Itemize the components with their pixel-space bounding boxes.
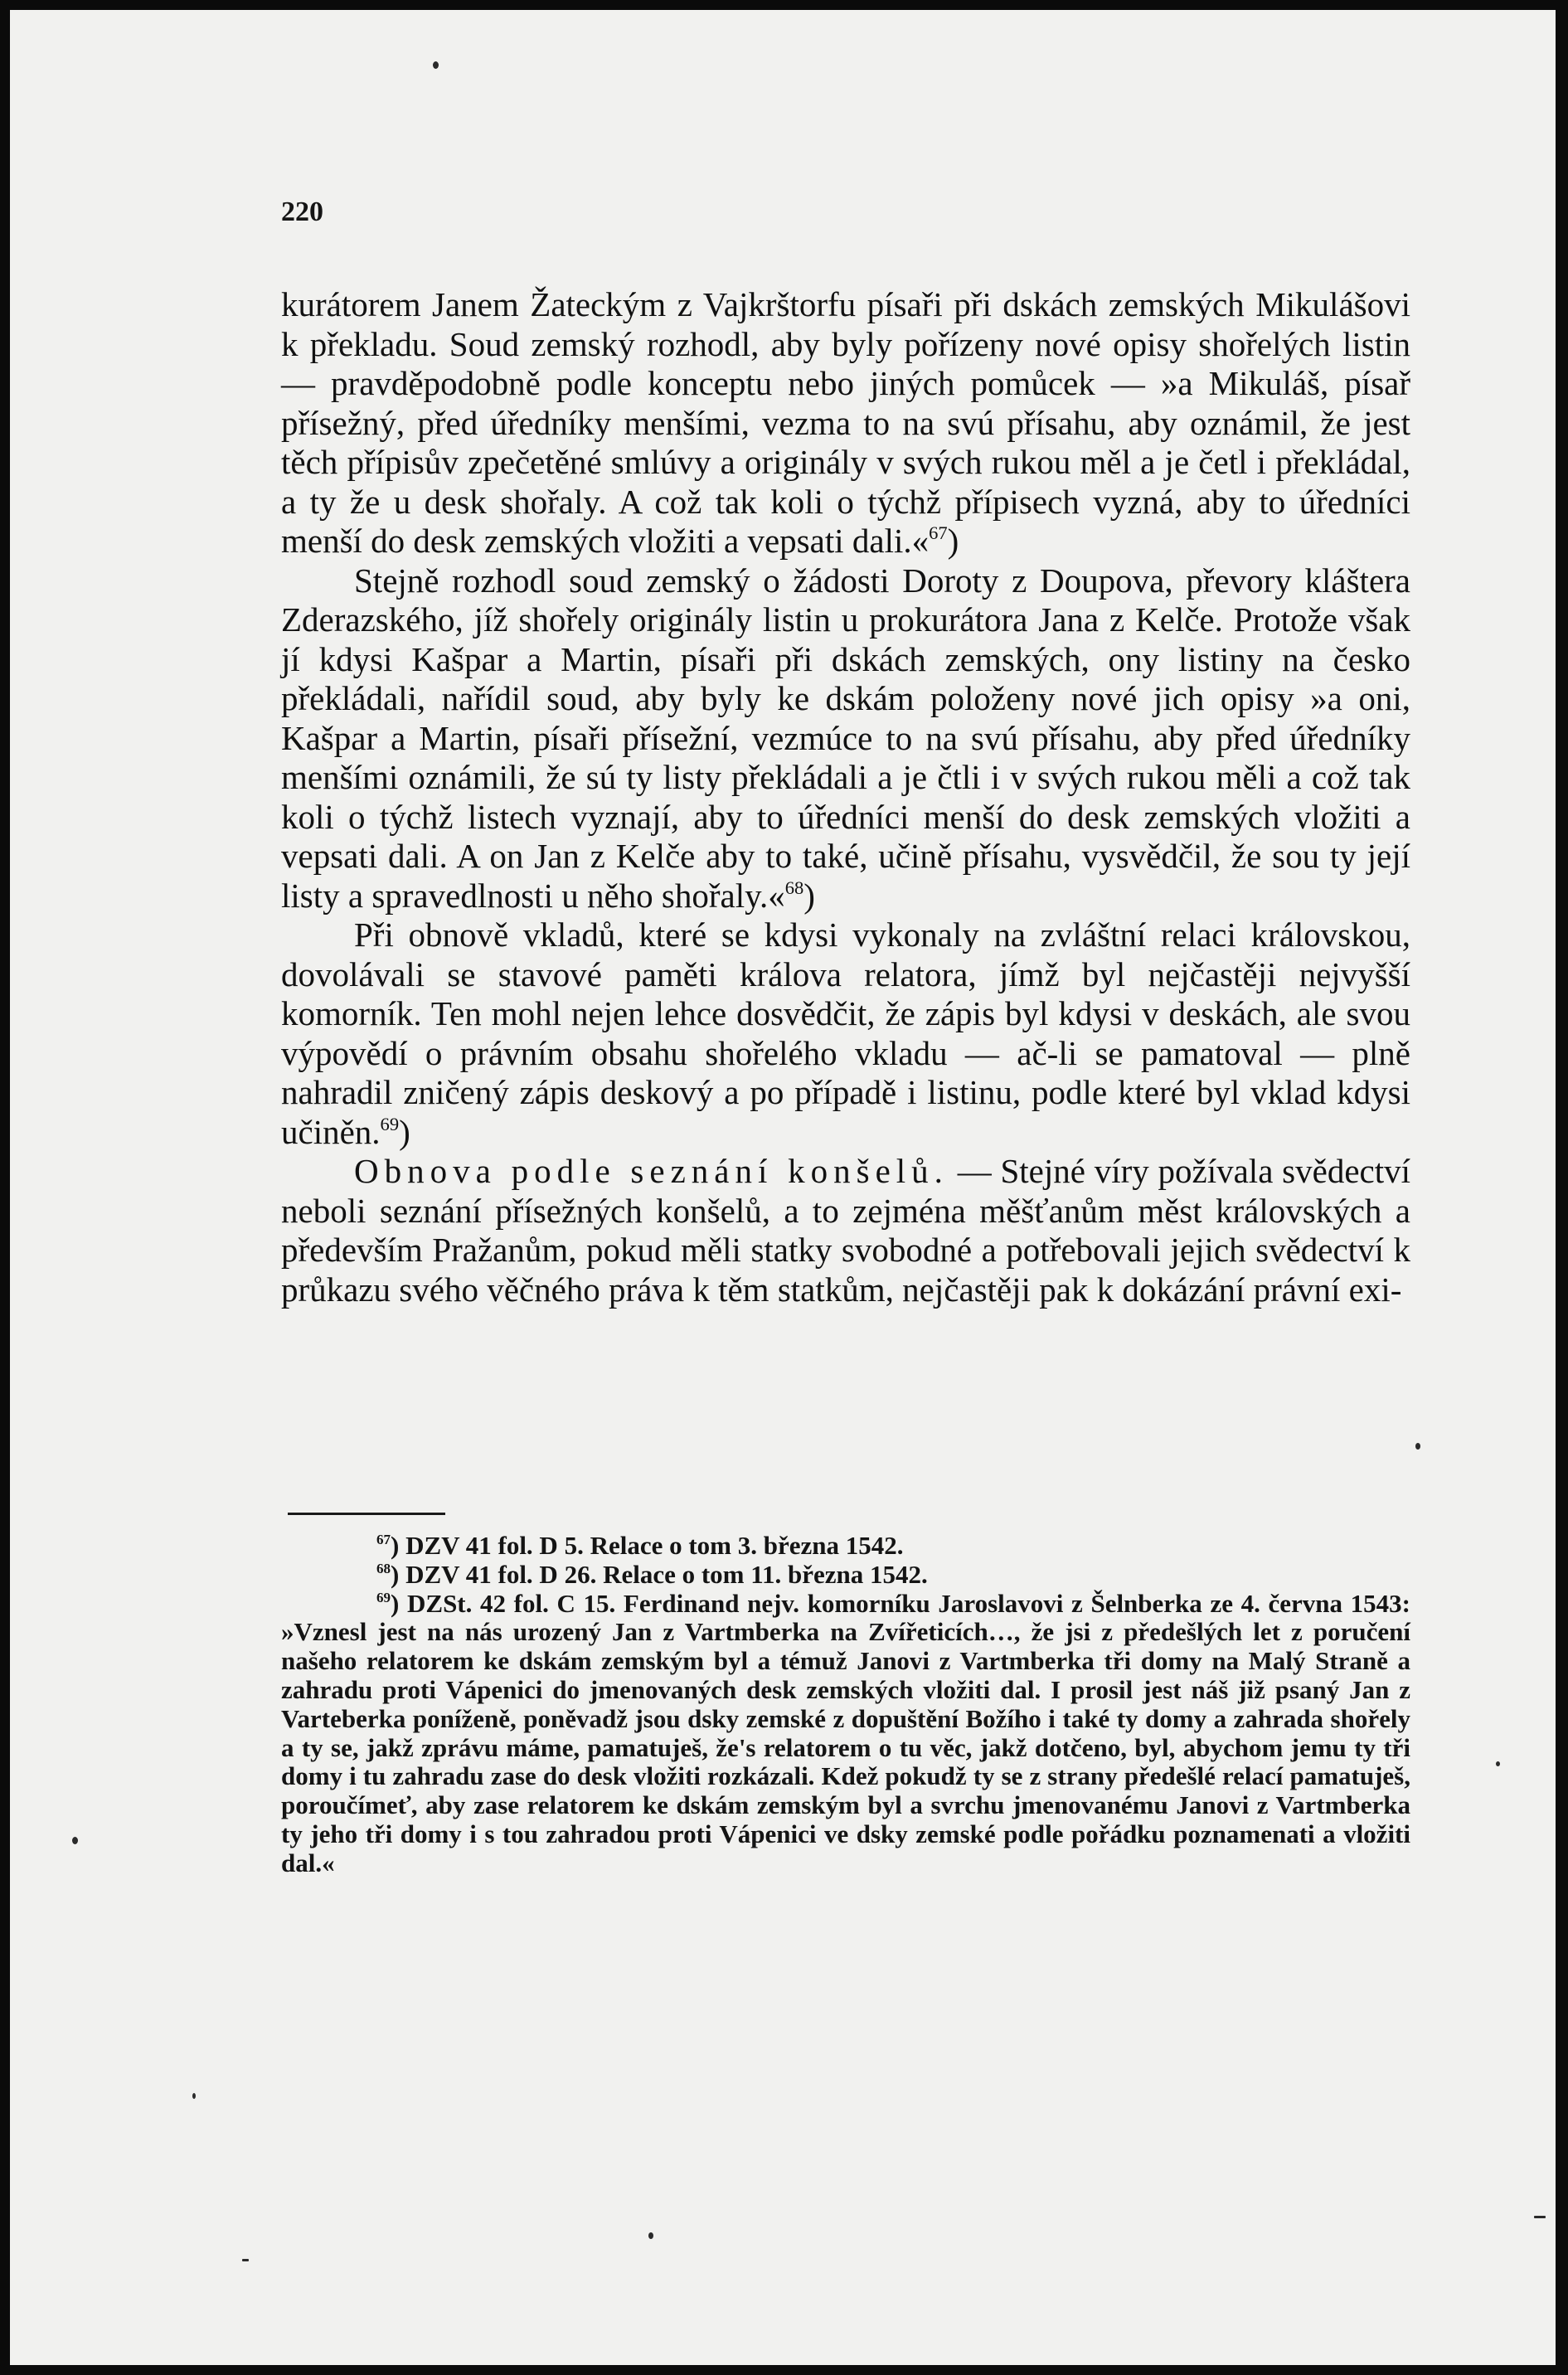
scan-speck — [1496, 1761, 1500, 1766]
footnote-mark: 68 — [376, 1560, 391, 1576]
scan-speck — [242, 2259, 249, 2261]
footnote — [281, 1532, 1410, 1561]
paragraph-text: ) — [947, 522, 959, 560]
paragraph-text: Stejně rozhodl soud zemský o žádosti Doroty z Doupova, převory kláštera Zderazského, jíž shořely originály listin u prokurátora Jana z Kelče. Protože však jí kdysi Kašpar a Martin, písaři při dskách zemských, ony listiny na česko překládali, nařídil soud, aby byly ke dskám položeny nové jich opisy »a oni, Kašpar a Martin, písaři přísežní, vezmúce to na svú přísahu, aby před úředníky menšími oznámili, že sú ty listy překládali a je čtli i v svých rukou měli a což tak koli o týchž listech vyznají, aby to úředníci menší do desk zemských vložiti a vepsati dali. A on Jan z Kelče aby to také, učině přísahu, vysvědčil, že sou ty její listy a spravedlnosti u něho shořaly.« — [281, 561, 1410, 915]
paragraph-text: ) — [399, 1112, 410, 1151]
paragraph-text: — Stejné víry požívala svědectví neboli seznání přísežných konšelů, a to zejména měšťanům měst královských a především Pražanům, pokud měli statky svobodné a potřebovali jejich svědectví k průkazu svého věčného práva k těm statkům, nejčastěji pak k dokázání právní exi- — [281, 1152, 1410, 1309]
footnote-separator — [288, 1513, 445, 1515]
footnote-reference: 68 — [784, 877, 804, 898]
paragraph-text: kurátorem Janem Žateckým z Vajkrštorfu písaři při dskách zemských Mikulášovi k překladu. Soud zemský rozhodl, aby byly pořízeny nové opisy shořelých listin — pravděpodobně podle konceptu nebo jiných pomůcek — »a Mikuláš, písař přísežný, před úředníky menšími, vezma to na svú přísahu, aby oznámil, že jest těch přípisův zpečetěné smlúvy a originály v svých rukou měl a je četl i překládal, a ty že u desk shořaly. A což tak koli o týchž přípisech vyzná, aby to úředníci menší do desk zemských vložiti a vepsati dali.« — [281, 285, 1410, 560]
footnote-text: ) DZSt. 42 fol. C 15. Ferdinand nejv. komorníku Jaroslavovi z Šelnberka ze 4. června 1543: »Vznesl jest na nás urozený Jan z Vartmberka na Zvířeticích…, že jsi z předešlých let z poručení našeho relatorem ke dskám zemským byl a témuž Janovi z Vartmberka tři domy na Malý Straně a zahradu proti Vápenici do jmenovaných desk zemských vložiti dal. I prosil jest náš již psaný Jan z Varteberka poníženě, poněvadž jsou dsky zemské z dopuštění Božího i také ty domy a zahrada shořely a ty se, jakž zprávu máme, pamatuješ, že's relatorem o tu věc, jakž dotčeno, byl, abychom jemu ty tři domy i tu zahradu zase do desk vložiti rozkázali. Kdež pokudž ty se z strany předešlé relací pamatuješ, poroučímeť, aby zase relatorem ke dskám zemským byl a svrchu jmenovanému Janovi z Vartmberka ty jeho tři domy i s tou zahradou proti Vápenici ve dsky zemské podle pořádku poznamenati a vložiti dal.« — [281, 1588, 1410, 1877]
footnote-mark: 69 — [376, 1589, 391, 1605]
document-page — [10, 10, 1556, 2365]
footnote-reference: 69 — [380, 1113, 400, 1134]
section-heading: Obnova podle seznání konšelů. — [354, 1152, 949, 1190]
footnote — [281, 1590, 1410, 1878]
footnote-mark: 67 — [376, 1532, 391, 1548]
body-text — [281, 285, 1410, 1309]
scan-speck — [1415, 1443, 1420, 1450]
footnote-text: ) DZV 41 fol. D 5. Relace o tom 3. března 1542. — [391, 1531, 904, 1560]
scan-speck — [72, 1837, 78, 1844]
footnotes — [281, 1532, 1410, 1878]
paragraph — [281, 1152, 1410, 1309]
page-number: 220 — [281, 197, 323, 227]
footnote-text: ) DZV 41 fol. D 26. Relace o tom 11. března 1542. — [391, 1559, 928, 1589]
footnote — [281, 1561, 1410, 1590]
scan-speck — [192, 2093, 196, 2099]
paragraph — [281, 285, 1410, 561]
paragraph-text: Při obnově vkladů, které se kdysi vykonaly na zvláštní relaci královskou, dovolávali se stavové paměti králova relatora, jímž byl nejčastěji nejvyšší komorník. Ten mohl nejen lehce dosvědčit, že zápis byl kdysi v deskách, ale svou výpovědí o právním obsahu shořelého vkladu — ač-li se pamatoval — plně nahradil zničený zápis deskový a po případě i listinu, podle které byl vklad kdysi učiněn. — [281, 916, 1410, 1151]
footnote-reference: 67 — [929, 522, 948, 544]
scan-speck — [1534, 2216, 1546, 2218]
scan-speck — [648, 2232, 653, 2239]
paragraph-text: ) — [803, 876, 815, 915]
paragraph — [281, 916, 1410, 1152]
paragraph — [281, 561, 1410, 916]
scan-speck — [433, 61, 439, 69]
